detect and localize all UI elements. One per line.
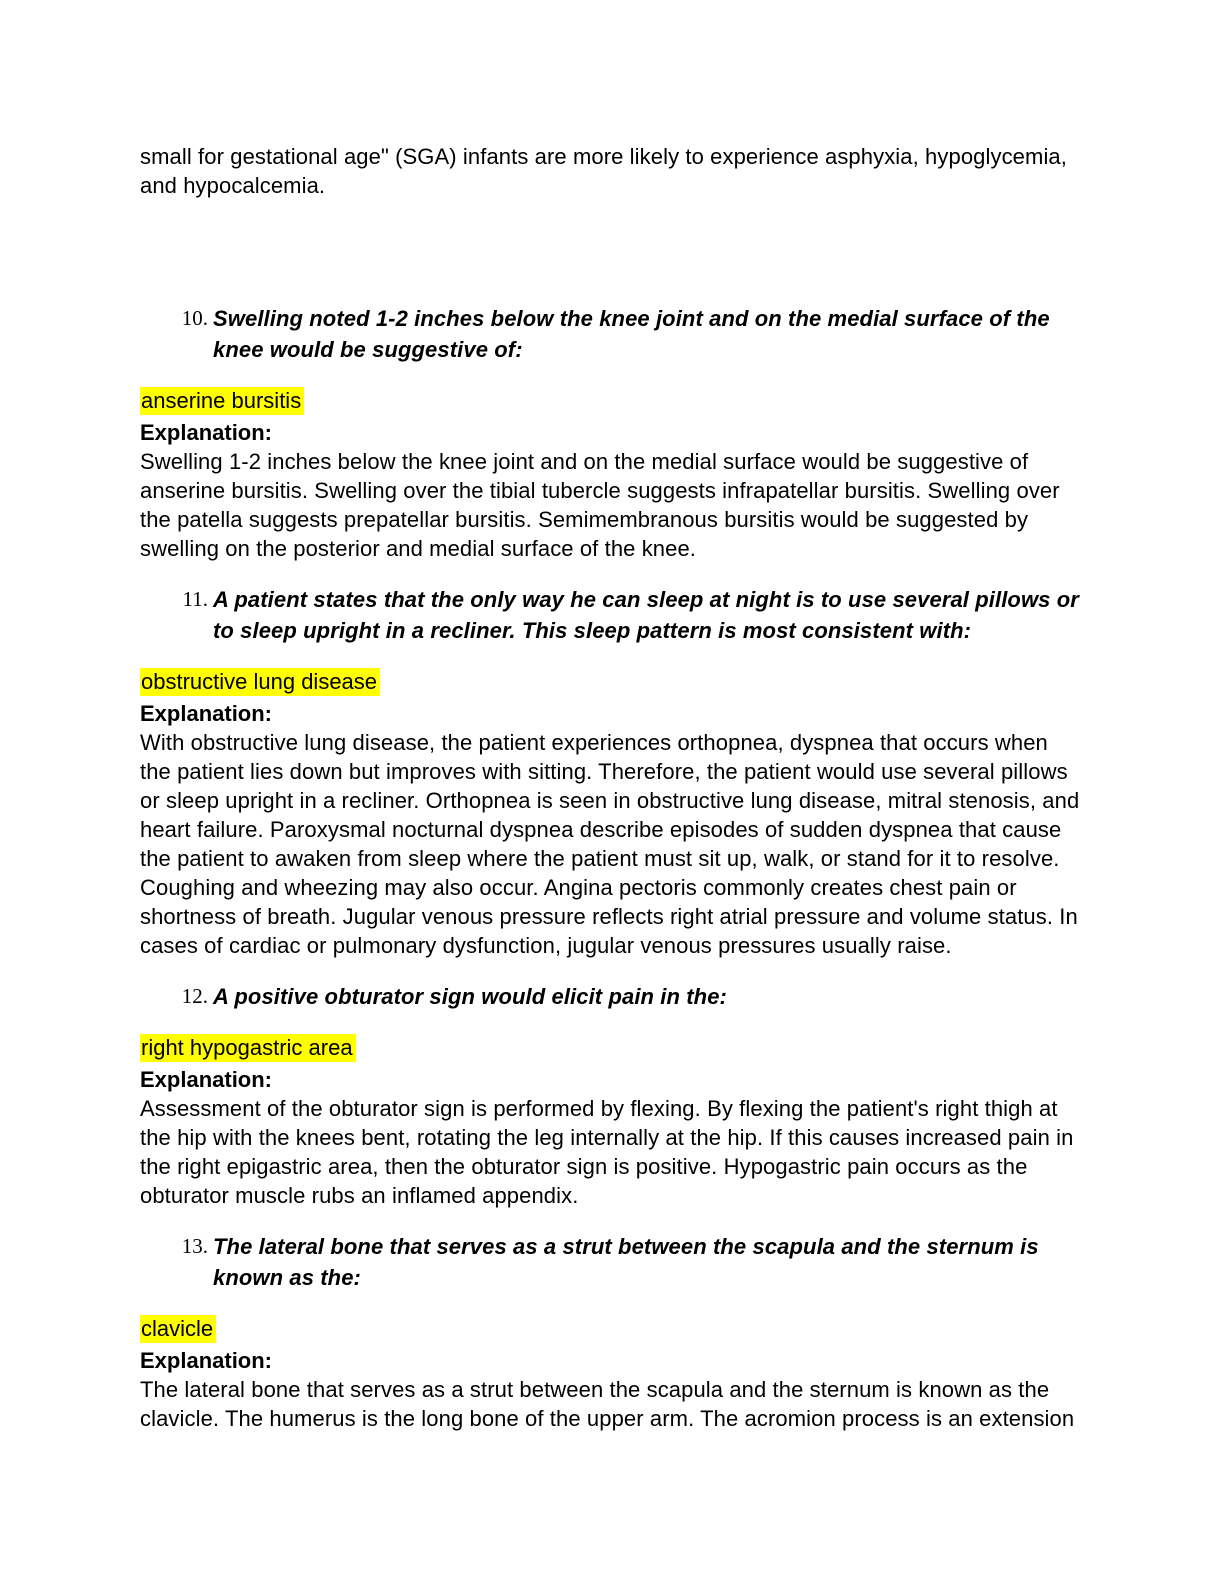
question-item-13 xyxy=(140,1231,1084,1293)
explanation-label: Explanation: xyxy=(140,1067,273,1092)
explanation-label: Explanation: xyxy=(140,420,273,445)
explanation-text: Assessment of the obturator sign is performed by flexing. By flexing the patient's right thigh at the hip with the knees bent, rotating the leg internally at the hip. If this causes increased pain in the right epigastric area, then the obturator sign is positive. Hypogastric pain occurs as the obturator muscle rubs an inflamed appendix. xyxy=(140,1096,1074,1208)
question-text: The lateral bone that serves as a strut between the scapula and the sternum is known as the: xyxy=(213,1234,1039,1290)
question-text: A patient states that the only way he can sleep at night is to use several pillows or to sleep upright in a recliner. This sleep pattern is most consistent with: xyxy=(213,587,1079,643)
answer-highlight: obstructive lung disease xyxy=(140,668,380,696)
answer-highlight: clavicle xyxy=(140,1315,216,1343)
intro-paragraph: small for gestational age" (SGA) infants are more likely to experience asphyxia, hypoglycemia, and hypocalcemia. xyxy=(140,144,1067,198)
answer-block-11 xyxy=(140,667,1084,960)
answer-line xyxy=(140,667,1084,696)
question-number: 11. xyxy=(182,587,208,611)
question-item-11 xyxy=(140,584,1084,646)
paragraph-spacer xyxy=(140,200,1084,282)
explanation-text: The lateral bone that serves as a strut between the scapula and the sternum is known as the clavicle. The humerus is the long bone of the upper arm. The acromion process is an extension xyxy=(140,1377,1075,1431)
question-number: 13. xyxy=(181,1234,208,1258)
question-item-10 xyxy=(140,303,1084,365)
explanation-label: Explanation: xyxy=(140,1348,273,1373)
answer-line xyxy=(140,1033,1084,1062)
answer-block-13 xyxy=(140,1314,1084,1433)
answer-line xyxy=(140,1314,1084,1343)
answer-line xyxy=(140,386,1084,415)
question-number: 12. xyxy=(181,984,208,1008)
question-item-12 xyxy=(140,981,1084,1012)
question-text: Swelling noted 1-2 inches below the knee joint and on the medial surface of the knee would be suggestive of: xyxy=(213,306,1050,362)
question-text: A positive obturator sign would elicit pain in the: xyxy=(213,984,727,1009)
explanation-text: Swelling 1-2 inches below the knee joint and on the medial surface would be suggestive of anserine bursitis. Swelling over the tibial tubercle suggests infrapatellar bursitis. Swelling over the patella suggests prepatellar bursitis. Semimembranous bursitis would be suggested by swelling on the posterior and medial surface of the knee. xyxy=(140,449,1060,561)
answer-block-10 xyxy=(140,386,1084,563)
explanation-text: With obstructive lung disease, the patient experiences orthopnea, dyspnea that occurs when the patient lies down but improves with sitting. Therefore, the patient would use several pillows or sleep upright in a recliner. Orthopnea is seen in obstructive lung disease, mitral stenosis, and heart failure. Paroxysmal nocturnal dyspnea describe episodes of sudden dyspnea that cause the patient to awaken from sleep where the patient must sit up, walk, or stand for it to resolve. Coughing and wheezing may also occur. Angina pectoris commonly creates chest pain or shortness of breath. Jugular venous pressure reflects right atrial pressure and volume status. In cases of cardiac or pulmonary dysfunction, jugular venous pressures usually raise. xyxy=(140,730,1080,958)
question-number: 10. xyxy=(181,306,208,330)
answer-highlight: anserine bursitis xyxy=(140,387,304,415)
explanation-label: Explanation: xyxy=(140,701,273,726)
answer-highlight: right hypogastric area xyxy=(140,1034,356,1062)
answer-block-12 xyxy=(140,1033,1084,1210)
